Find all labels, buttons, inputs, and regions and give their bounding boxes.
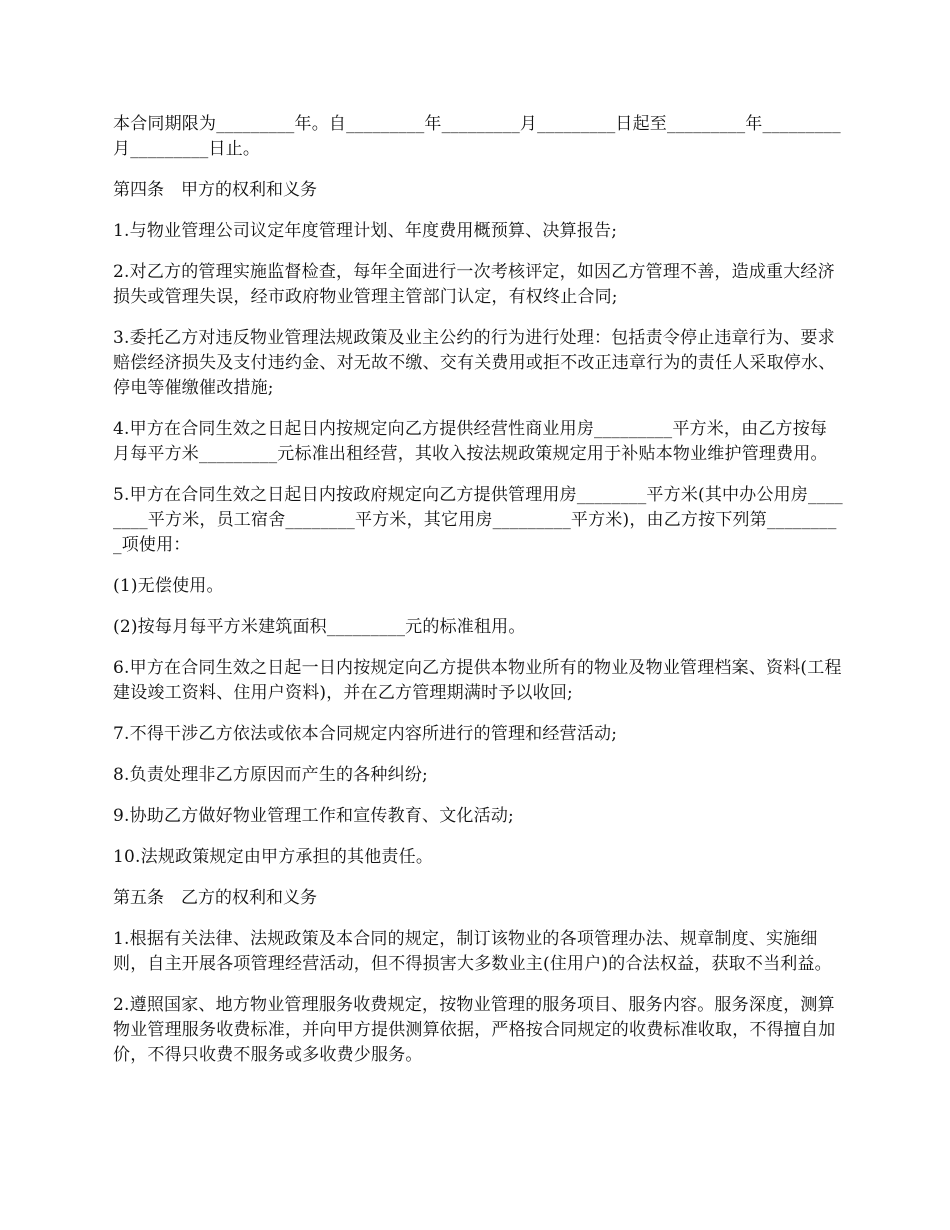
document-page [113, 112, 843, 1084]
article-4-item-1: 1.与物业管理公司议定年度管理计划、年度费用概预算、决算报告; [113, 221, 618, 241]
contract-term-paragraph: 本合同期限为_________年。自_________年_________月_________日起至_________年_________月_________日止。 [113, 114, 841, 159]
article-4-item-3: 3.委托乙方对违反物业管理法规政策及业主公约的行为进行处理：包括责令停止违章行为、要求赔偿经济损失及支付违约金、对无故不缴、交有关费用或拒不改正违章行为的责任人采取停水、停电等催缴催改措施; [113, 328, 836, 398]
article-4-item-5-option-2: (2)按每月每平方米建筑面积_________元的标准租用。 [113, 617, 526, 637]
article-5-heading: 第五条 乙方的权利和义务 [113, 888, 317, 908]
article-4-item-6: 6.甲方在合同生效之日起一日内按规定向乙方提供本物业所有的物业及物业管理档案、资料(工程建设竣工资料、住用户资料)，并在乙方管理期满时予以收回; [113, 658, 842, 703]
article-4-item-5-option-1: (1)无偿使用。 [113, 576, 224, 596]
article-5-item-2: 2.遵照国家、地方物业管理服务收费规定，按物业管理的服务项目、服务内容。服务深度，测算物业管理服务收费标准，并向甲方提供测算依据，严格按合同规定的收费标准收取，不得擅自加价，不得只收费不服务或多收费少服务。 [113, 995, 836, 1065]
article-4-heading: 第四条 甲方的权利和义务 [113, 180, 317, 200]
article-4-item-9: 9.协助乙方做好物业管理工作和宣传教育、文化活动; [113, 806, 514, 826]
article-4-item-7: 7.不得干涉乙方依法或依本合同规定内容所进行的管理和经营活动; [113, 724, 618, 744]
article-4-item-2: 2.对乙方的管理实施监督检查，每年全面进行一次考核评定，如因乙方管理不善，造成重大经济损失或管理失误，经市政府物业管理主管部门认定，有权终止合同; [113, 262, 835, 307]
article-4-item-5: 5.甲方在合同生效之日起日内按政府规定向乙方提供管理用房________平方米(其中办公用房________平方米，员工宿舍________平方米，其它用房_________平方米)，由乙方按下列第_________项使用： [113, 485, 843, 555]
article-4-item-4: 4.甲方在合同生效之日起日内按规定向乙方提供经营性商业用房_________平方米，由乙方按每月每平方米_________元标准出租经营，其收入按法规政策规定用于补贴本物业维护管理费用。 [113, 419, 828, 464]
article-4-item-8: 8.负责处理非乙方原因而产生的各种纠纷; [113, 765, 428, 785]
article-5-item-1: 1.根据有关法律、法规政策及本合同的规定，制订该物业的各项管理办法、规章制度、实施细则，自主开展各项管理经营活动，但不得损害大多数业主(住用户)的合法权益，获取不当利益。 [113, 929, 832, 974]
article-4-item-10: 10.法规政策规定由甲方承担的其他责任。 [113, 847, 434, 867]
